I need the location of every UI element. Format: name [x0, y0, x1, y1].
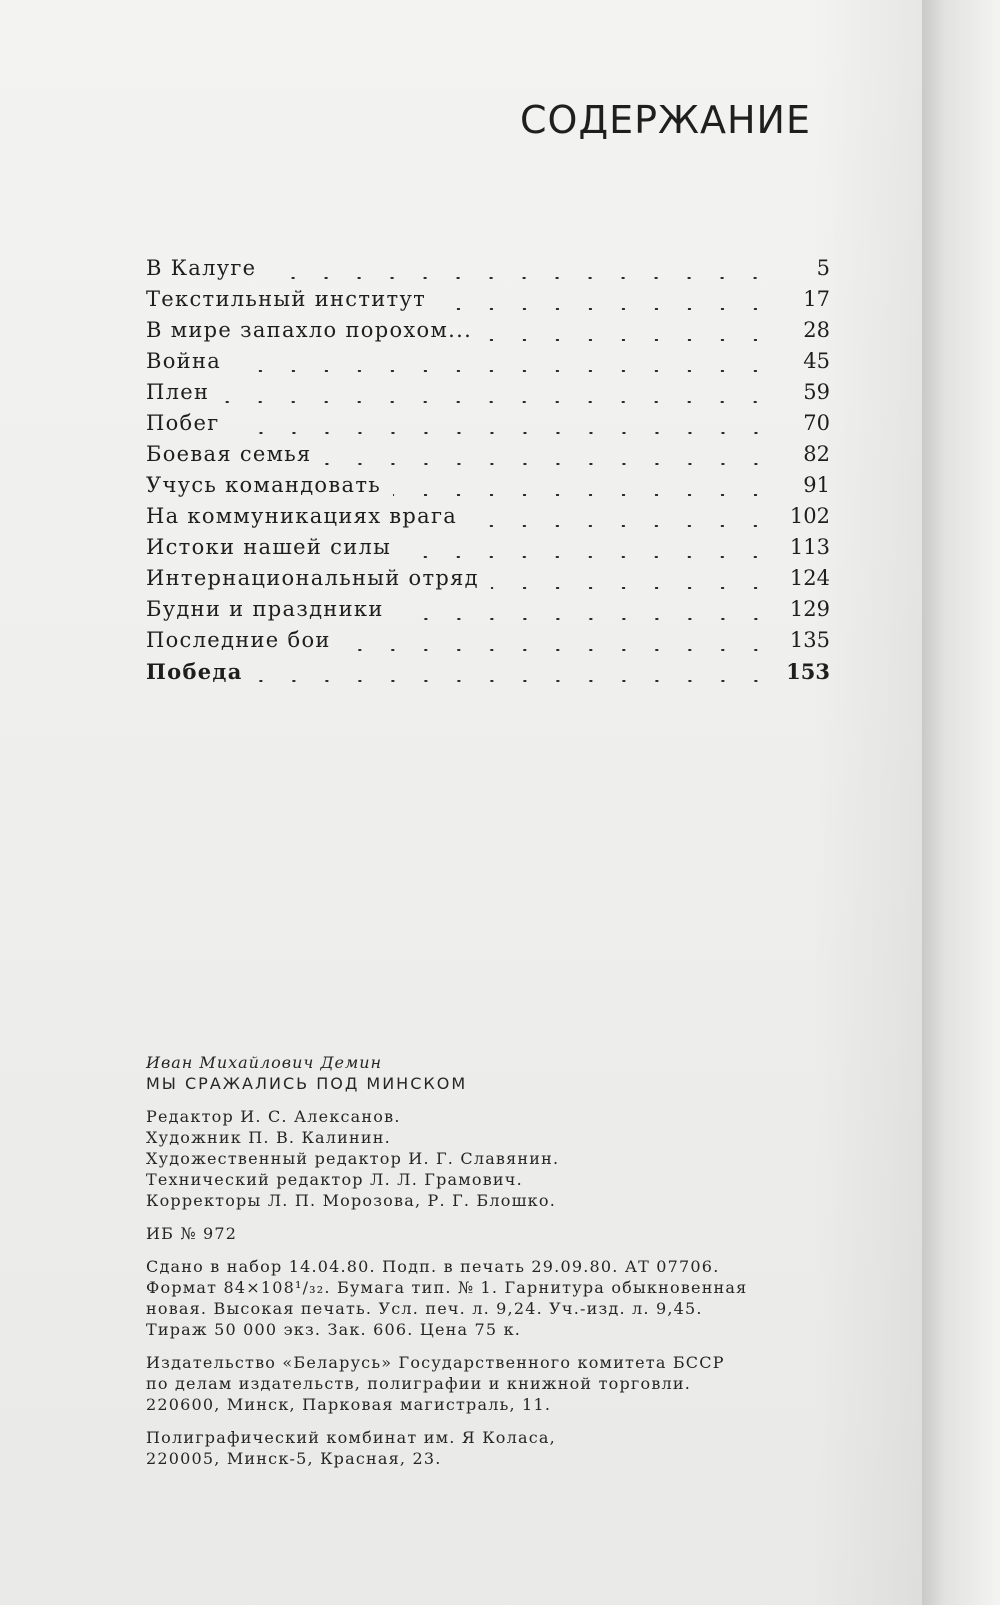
toc-entry [146, 504, 830, 535]
print-detail-line: новая. Высокая печать. Усл. печ. л. 9,24. Уч.-изд. л. 9,45. [146, 1299, 703, 1318]
toc-entry-title: Победа [146, 659, 243, 684]
toc-leader-dots [393, 494, 772, 496]
toc-leader-dots [438, 308, 772, 310]
credit-line: Художник П. В. Калинин. [146, 1128, 391, 1147]
toc-entry-title: Текстильный институт [146, 287, 427, 311]
toc-entry-title: Будни и праздники [146, 597, 384, 621]
credit-line: Корректоры Л. П. Морозова, Р. Г. Блошко. [146, 1191, 556, 1210]
toc-entry [146, 535, 830, 566]
toc-entry [146, 473, 830, 504]
toc-entry-title: Побег [146, 411, 220, 435]
toc-entry-title: В мире запахло порохом... [146, 318, 473, 342]
toc-entry-title: Война [146, 349, 222, 373]
toc-entry [146, 566, 830, 597]
next-page-edge [922, 0, 1000, 1605]
toc-leader-dots [232, 432, 772, 434]
printer-line: Полиграфический комбинат им. Я Коласа, [146, 1428, 556, 1447]
toc-entry-title: На коммуникациях врага [146, 504, 458, 528]
toc-entry [146, 287, 830, 318]
toc-entry-page: 129 [789, 597, 830, 621]
credit-line: Художественный редактор И. Г. Славянин. [146, 1149, 560, 1168]
toc-leader-dots [403, 556, 772, 558]
toc-entry [146, 256, 830, 287]
book-title: МЫ СРАЖАЛИСЬ ПОД МИНСКОМ [146, 1074, 468, 1093]
imprint-block [146, 1052, 846, 1469]
publisher-line: по делам издательств, полиграфии и книжной торговли. [146, 1374, 692, 1393]
toc-entry-page: 153 [786, 659, 830, 684]
toc-entry-page: 59 [803, 380, 830, 404]
toc-entry-page: 5 [816, 256, 830, 280]
page-title: СОДЕРЖАНИЕ [520, 98, 811, 142]
toc-leader-dots [343, 649, 772, 651]
toc-leader-dots [484, 339, 772, 341]
toc-entry-page: 28 [803, 318, 830, 342]
toc-entry-page: 91 [803, 473, 830, 497]
toc-entry [146, 597, 830, 628]
toc-entry [146, 349, 830, 380]
toc-entry [146, 628, 830, 659]
toc-entry-page: 135 [789, 628, 830, 652]
toc-entry-title: Боевая семья [146, 442, 312, 466]
ib-number: ИБ № 972 [146, 1224, 238, 1243]
toc-entry [146, 659, 830, 690]
publisher-line: Издательство «Беларусь» Государственного комитета БССР [146, 1353, 725, 1372]
toc-leader-dots [469, 525, 772, 527]
toc-entry-title: В Калуге [146, 256, 257, 280]
publisher-line: 220600, Минск, Парковая магистраль, 11. [146, 1395, 552, 1414]
toc-leader-dots [491, 587, 772, 589]
toc-entry [146, 442, 830, 473]
toc-entry-page: 102 [789, 504, 830, 528]
toc-entry-title: Последние бои [146, 628, 331, 652]
credit-line: Редактор И. С. Алексанов. [146, 1107, 401, 1126]
print-detail-line: Сдано в набор 14.04.80. Подп. в печать 29.09.80. АТ 07706. [146, 1257, 720, 1276]
toc-entry-page: 113 [789, 535, 830, 559]
credit-line: Технический редактор Л. Л. Грамович. [146, 1170, 523, 1189]
toc-leader-dots [268, 277, 772, 279]
toc-leader-dots [233, 370, 772, 372]
toc-entry-page: 17 [803, 287, 830, 311]
toc-leader-dots [324, 463, 772, 465]
toc-leader-dots [255, 680, 772, 682]
toc-entry-title: Интернациональный отряд [146, 566, 479, 590]
toc-entry-title: Истоки нашей силы [146, 535, 392, 559]
toc-entry-page: 70 [803, 411, 830, 435]
toc-entry-title: Учусь командовать [146, 473, 381, 497]
author-name: Иван Михайлович Демин [146, 1053, 383, 1072]
toc-entry [146, 318, 830, 349]
toc-leader-dots [396, 618, 772, 620]
toc-entry-title: Плен [146, 380, 210, 404]
toc-entry-page: 45 [803, 349, 830, 373]
toc-entry-page: 82 [803, 442, 830, 466]
toc-entry-page: 124 [789, 566, 830, 590]
toc-leader-dots [221, 401, 772, 403]
print-detail-line: Тираж 50 000 экз. Зак. 606. Цена 75 к. [146, 1320, 522, 1339]
toc-entry [146, 380, 830, 411]
toc-entry [146, 411, 830, 442]
table-of-contents [146, 256, 830, 690]
printer-line: 220005, Минск-5, Красная, 23. [146, 1449, 442, 1468]
print-detail-line: Формат 84×108¹/₃₂. Бумага тип. № 1. Гарнитура обыкновенная [146, 1278, 748, 1297]
